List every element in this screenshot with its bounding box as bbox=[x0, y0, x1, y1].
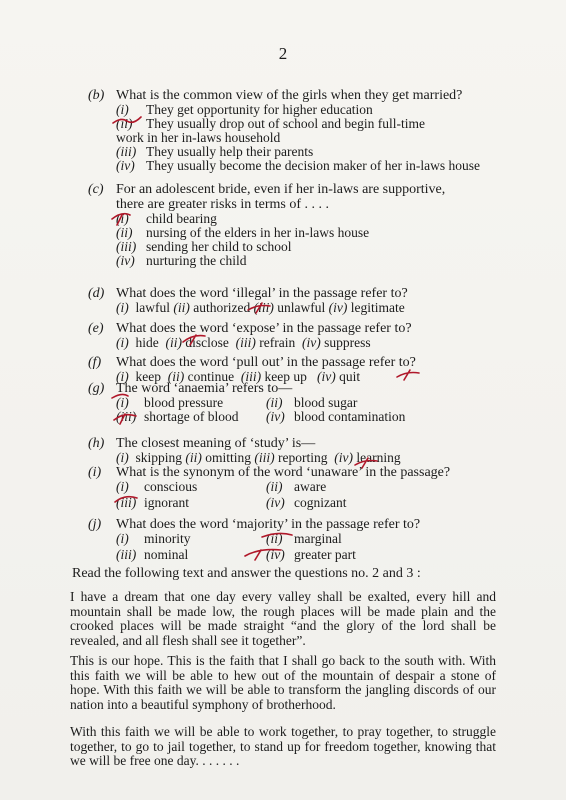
question-f bbox=[88, 355, 488, 384]
question-label: (j) bbox=[88, 517, 102, 532]
question-stem: What does the word ‘majority’ in the passage refer to? bbox=[116, 517, 421, 532]
option-row: (iii) shortage of blood (iv) blood contamination bbox=[116, 409, 406, 424]
inline-options: (i) skipping (ii) omitting (iii) reporting (iv) learning bbox=[116, 450, 401, 465]
passage-paragraph: I have a dream that one day every valley shall be exalted, every hill and mountain shall be made low, the rough places will be made plain and the crooked places will be made straight “and the glory of the lord shall be revealed, and all flesh shall see it together”. bbox=[70, 589, 496, 648]
question-b bbox=[88, 88, 488, 173]
question-label: (g) bbox=[88, 381, 105, 396]
instruction: Read the following text and answer the questions no. 2 and 3 : bbox=[72, 566, 421, 581]
inline-options: (i) lawful (ii) authorized (iii) unlawful (iv) legitimate bbox=[116, 300, 405, 315]
question-label: (c) bbox=[88, 182, 104, 197]
option-row: (i) blood pressure (ii) blood sugar bbox=[116, 395, 358, 410]
option: (i) They get opportunity for higher education bbox=[116, 102, 373, 117]
question-stem: What is the common view of the girls when they get married? bbox=[116, 88, 463, 103]
question-i bbox=[88, 465, 488, 510]
question-stem: For an adolescent bride, even if her in-laws are supportive, bbox=[116, 182, 446, 197]
option: (iii) They usually help their parents bbox=[116, 144, 314, 159]
question-stem: What does the word ‘pull out’ in the passage refer to? bbox=[116, 355, 416, 370]
page-number: 2 bbox=[278, 44, 288, 63]
option: (ii) nursing of the elders in her in-laws house bbox=[116, 225, 370, 240]
option-row: (iii) ignorant (iv) cognizant bbox=[116, 495, 347, 510]
question-label: (d) bbox=[88, 286, 105, 301]
option-continuation: work in her in-laws household bbox=[116, 130, 281, 145]
question-stem: What does the word ‘expose’ in the passage refer to? bbox=[116, 321, 412, 336]
passage-paragraph: With this faith we will be able to work together, to pray together, to struggle together, to go to jail together, to stand up for freedom together, knowing that we will be free one day. . . . . . . bbox=[70, 724, 496, 768]
question-label: (b) bbox=[88, 88, 105, 103]
question-e bbox=[88, 321, 488, 350]
option-row: (iii) nominal (iv) greater part bbox=[116, 547, 356, 562]
question-stem: The closest meaning of ‘study’ is— bbox=[116, 436, 316, 451]
question-c bbox=[88, 182, 488, 268]
question-stem: The word ‘anaemia’ refers to— bbox=[116, 381, 293, 396]
option: (iv) They usually become the decision maker of her in-laws house bbox=[116, 158, 481, 173]
question-stem: What does the word ‘illegal’ in the passage refer to? bbox=[116, 286, 408, 301]
question-label: (i) bbox=[88, 465, 102, 480]
option-row: (i) minority (ii) marginal bbox=[116, 531, 342, 546]
question-label: (e) bbox=[88, 321, 104, 336]
inline-options: (i) hide (ii) disclose (iii) refrain (iv) suppress bbox=[116, 335, 371, 350]
question-stem-continuation: there are greater risks in terms of . . . . bbox=[116, 197, 330, 212]
option: (i) child bearing bbox=[116, 211, 217, 226]
question-d bbox=[88, 286, 488, 315]
question-label: (h) bbox=[88, 436, 105, 451]
passage-paragraph: This is our hope. This is the faith that I shall go back to the south with. With this faith we will be able to hew out of the mountain of despair a stone of hope. With this faith we will be able to transform the jangling discords of our nation into a beautiful symphony of brotherhood. bbox=[70, 653, 496, 712]
question-stem: What is the synonym of the word ‘unaware’ in the passage? bbox=[116, 465, 451, 480]
option: (iii) sending her child to school bbox=[116, 239, 292, 254]
question-h bbox=[88, 436, 488, 465]
question-label: (f) bbox=[88, 355, 102, 370]
option-row: (i) conscious (ii) aware bbox=[116, 479, 327, 494]
question-j bbox=[88, 517, 488, 562]
option: (ii) They usually drop out of school and begin full-time bbox=[116, 116, 425, 131]
inline-options: (i) keep (ii) continue (iii) keep up (iv) quit bbox=[116, 369, 361, 384]
question-g bbox=[88, 381, 488, 424]
option: (iv) nurturing the child bbox=[116, 253, 247, 268]
